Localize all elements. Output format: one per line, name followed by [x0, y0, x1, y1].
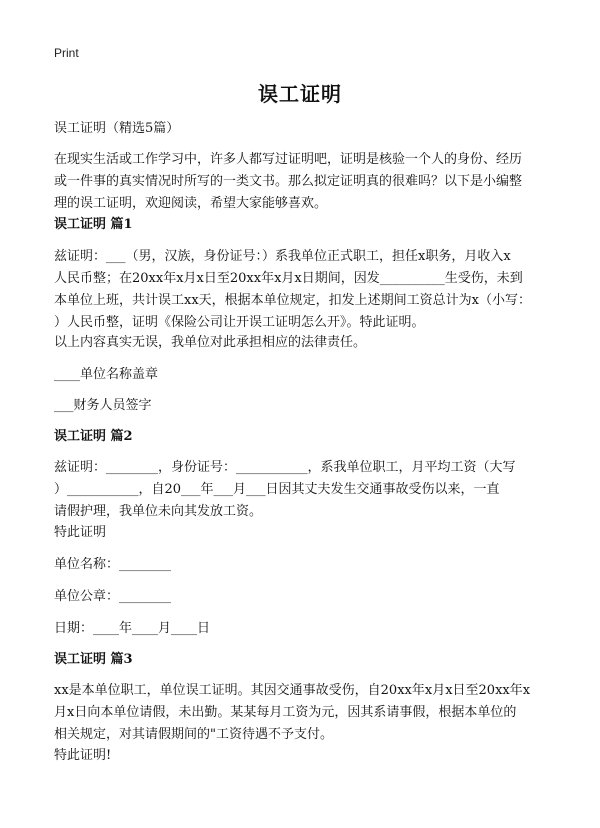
section3-body	[54, 680, 546, 746]
print-link[interactable]: Print	[54, 46, 79, 60]
section1-body	[54, 246, 546, 334]
section2-line: 请假护理，我单位未向其发放工资。	[54, 504, 263, 519]
section2-line: ）___________，自20___年___月___日因其丈夫发生交通事故受伤以来，一直	[54, 482, 500, 497]
section2-unit-name: 单位名称：________	[54, 557, 172, 572]
section1-sign: ___财务人员签字	[54, 398, 152, 413]
intro-paragraph	[54, 149, 546, 215]
intro-line: 理的误工证明，欢迎阅读，希望大家能够喜欢。	[54, 196, 328, 211]
section1-line: 兹证明：___（男，汉族，身份证号：）系我单位正式职工，担任x职务，月收入x	[54, 249, 511, 264]
document-title: 误工证明	[258, 82, 342, 106]
section1-statement: 以上内容真实无误，我单位对此承担相应的法律责任。	[54, 335, 367, 350]
section1-heading: 误工证明 篇1	[54, 217, 133, 232]
section3-line: 月x日向本单位请假，未出勤。某某每月工资为元，因其系请事假，根据本单位的	[54, 705, 517, 720]
section2-heading: 误工证明 篇2	[54, 429, 133, 444]
section2-date: 日期：____年____月____日	[54, 621, 211, 636]
section2-unit-seal: 单位公章：________	[54, 589, 172, 604]
section3-certify: 特此证明!	[54, 748, 112, 763]
section2-line: 兹证明：________，身份证号：___________，系我单位职工，月平均工资（大写	[54, 460, 516, 475]
section3-heading: 误工证明 篇3	[54, 652, 133, 667]
section3-line: 相关规定，对其请假期间的"工资待遇不予支付。	[54, 727, 333, 742]
section3-line: xx是本单位职工，单位误工证明。其因交通事故受伤，自20xx年x月x日至20xx年x	[54, 683, 531, 698]
document-subtitle: 误工证明（精选5篇）	[54, 121, 180, 136]
section2-body	[54, 457, 546, 523]
section2-certify: 特此证明	[54, 525, 107, 540]
intro-line: 或一件事的真实情况时所写的一类文书。那么拟定证明真的很难吗？以下是小编整	[54, 174, 523, 189]
section1-line: 本单位上班，共计误工xx天，根据本单位规定，扣发上述期间工资总计为x（小写：	[54, 293, 531, 308]
section1-line: ）人民币整，证明《保险公司让开误工证明怎么开》。特此证明。	[54, 315, 425, 330]
intro-line: 在现实生活或工作学习中，许多人都写过证明吧，证明是核验一个人的身份、经历	[54, 152, 523, 167]
section1-seal: ____单位名称盖章	[54, 367, 159, 382]
section1-line: 人民币整；在20xx年x月x日至20xx年x月x日期间，因发__________生受伤，未到	[54, 271, 523, 286]
